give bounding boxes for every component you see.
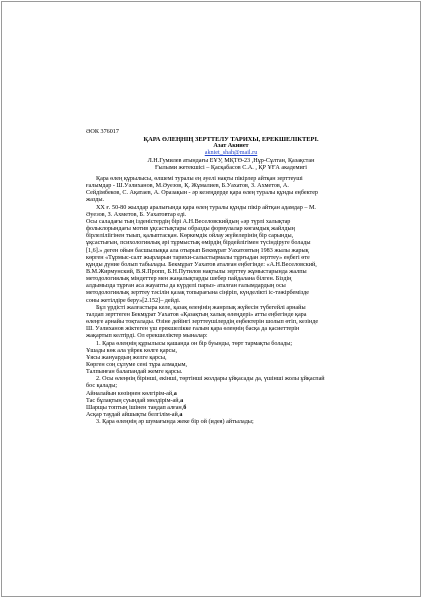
verse-line: Ұшады көк ала үйрек көлге қарсы, xyxy=(86,347,178,354)
text-line: жазды. xyxy=(86,197,105,204)
paragraph-1 xyxy=(86,176,376,205)
text-line: бос қалады; xyxy=(86,383,118,390)
paragraph-3 xyxy=(86,219,376,305)
text-line: 2. Осы өлеңнің бірінші, екінші, төртінші жолдары ұйқасады да, үшінші жолы ұйқаспай xyxy=(96,376,325,383)
verse-line: Шарщы топтың ішінен таңдап алған,б xyxy=(86,404,187,411)
text-line: Әуезов, З. Ахметов, Б. Уахатовтар еді. xyxy=(86,211,187,218)
text-line: құнды дүние болып табылады. Бекмұрат Уахатов аталған еңбегінде: «А.Н.Веселовский, xyxy=(86,261,317,268)
text-line: өлеңге арнайы тоқталады. Өзіне дейінгі зерттеушілердің еңбектерін шолып өтіп, кезінде xyxy=(86,319,319,326)
paragraph-4 xyxy=(86,305,376,341)
text-line: Қара өлең құрылысы, өлшемі туралы ең әуелі нақты пікірлер айтқан зерттеуші xyxy=(96,175,303,182)
text-line: Бұл үрдісті жалғастыра келе, қазақ өлеңінің жанрлық жүйесін түбегейлі арнайы xyxy=(96,304,306,311)
text-line: алдымызда тұрған аса жауапты да күрделі парыз- аталған ғалымдардың осы xyxy=(86,283,286,290)
text-line: көрген «Тұрмыс-салт жырларын тарихи-салыстырмалы тұрғыдан зерттеу» еңбегі өте xyxy=(86,254,310,261)
list-item-3: 3. Қара өлеңнің әр шумағында жеке бір ой (идея) айтылады; xyxy=(96,419,254,426)
text-line: талдап зерттеген Бекмұрат Уахатов «Қазақтың халық өлеңдері» атты еңбегінде қара xyxy=(86,311,307,318)
supervisor-line: Ғылыми жетекшісі – Қасқабасов С.А. , ҚР ҰҒА академигі xyxy=(155,164,307,171)
verse-line: Көрген соң сұлуме сені тұра алмадым, xyxy=(86,362,188,368)
rhyme-mark: а xyxy=(173,390,177,397)
text-line: бірлеліліігінен тыып, қалыптасқан. Көркемдік ойлау жүйелерінің бір сарынды, xyxy=(86,233,294,240)
paragraph-2 xyxy=(86,205,376,219)
text-line: XX ғ. 50-80 жылдар аралығында қара өлең туралы құнды пікір айтқан адамдар – М. xyxy=(96,204,316,211)
verse-line: Асқар таудай айшықты белгілім-ай,а xyxy=(86,412,183,419)
text-line: ғалымдар - Ш.Уәлиханов, М.Әуезов, Қ. Жұмалиев, Б.Уахатов, З. Ахметов, А. xyxy=(86,183,289,190)
text-line: [1,6].» деген ойын басшылыққа ала отырып Бекмұрат Уахатовтың 1983 жылы жарық xyxy=(86,247,309,254)
text-line: Осы саладағы тың ізденістердің бірі А.Н.Веселовскийдың «әр түрлі халықтар xyxy=(86,218,291,225)
verse-2 xyxy=(86,391,376,420)
text-line: соны жетілдіре беру»[2.152]– дейді. xyxy=(86,297,181,304)
verse-line: Тас бұлақтың суындай мөлдірім-ай,а xyxy=(86,397,184,404)
text-line: методологиялық зерттеу тәсілін қазақ топырағына сіңіріп, күнделікті іс-тәжірбемізде xyxy=(86,290,310,297)
document-page xyxy=(1,1,421,597)
verse-1 xyxy=(86,348,376,377)
text-line: жақартып келтірді. Ол ерекшеліктер мыналар: xyxy=(86,333,208,340)
text-line: ұқсастығын, психологиялық әрі тұрмыстық өмірдің бірдейлігімен түсіндіруге болады xyxy=(86,240,311,247)
rhyme-mark: б xyxy=(183,404,187,411)
text-line: Ш. Уәлиханов жіктеген үш ерекшелікке ғалым қара өлеңнің басқа да қасиеттерін xyxy=(86,326,300,333)
udk-code: ӘОК 376017 xyxy=(86,129,119,135)
verse-line: Талпынған балапандай жемге қарсы. xyxy=(86,369,183,376)
list-item-1: 1. Қара өлеңнің құрылысы қашанда он бір буынды, төрт тармақты болады; xyxy=(96,340,293,347)
author-affiliation: Л.Н.Гумилев атындағы ЕҰУ, МҚТӨ-23 ,Нұр-Сұлтан, Қазақстан xyxy=(147,157,315,164)
verse-line: Ұясы жануардың желге қарсы, xyxy=(86,354,167,361)
text-line: фольклорындағы мотив ұқсастықтары образды формулалар көгамдық жайлдың xyxy=(86,226,295,233)
author-name: Азат Акииет xyxy=(213,143,249,150)
author-email-link[interactable]: akniet_shah@mail.ru xyxy=(204,150,258,157)
list-item-2 xyxy=(86,376,376,390)
rhyme-mark: а xyxy=(180,397,184,404)
text-line: В.М.Жирмунский, В.Я.Пропп, Б.Н.Путилов нақтылы зерттеу жұмыстарында жалпы xyxy=(86,268,307,275)
text-line: методологиялық міндеттер мен жаңалықтарды шебер пайдалана білген. Біздің xyxy=(86,276,292,283)
verse-line: Айналайын көзіңнен көлгірім-ай,а xyxy=(86,390,177,397)
rhyme-mark: а xyxy=(179,412,183,419)
paper-title: ҚАРА ӨЛЕҢНІҢ ЗЕРТТЕЛУ ТАРИХЫ, ЕРЕКШЕЛІКТЕРІ. xyxy=(143,136,319,144)
paper-content xyxy=(86,129,376,426)
text-line: Сейдімбеков, С. Ақатаев, А. Оразақын - әр кезеңдерде қара өлең туралы құнды еңбектер xyxy=(86,190,318,197)
